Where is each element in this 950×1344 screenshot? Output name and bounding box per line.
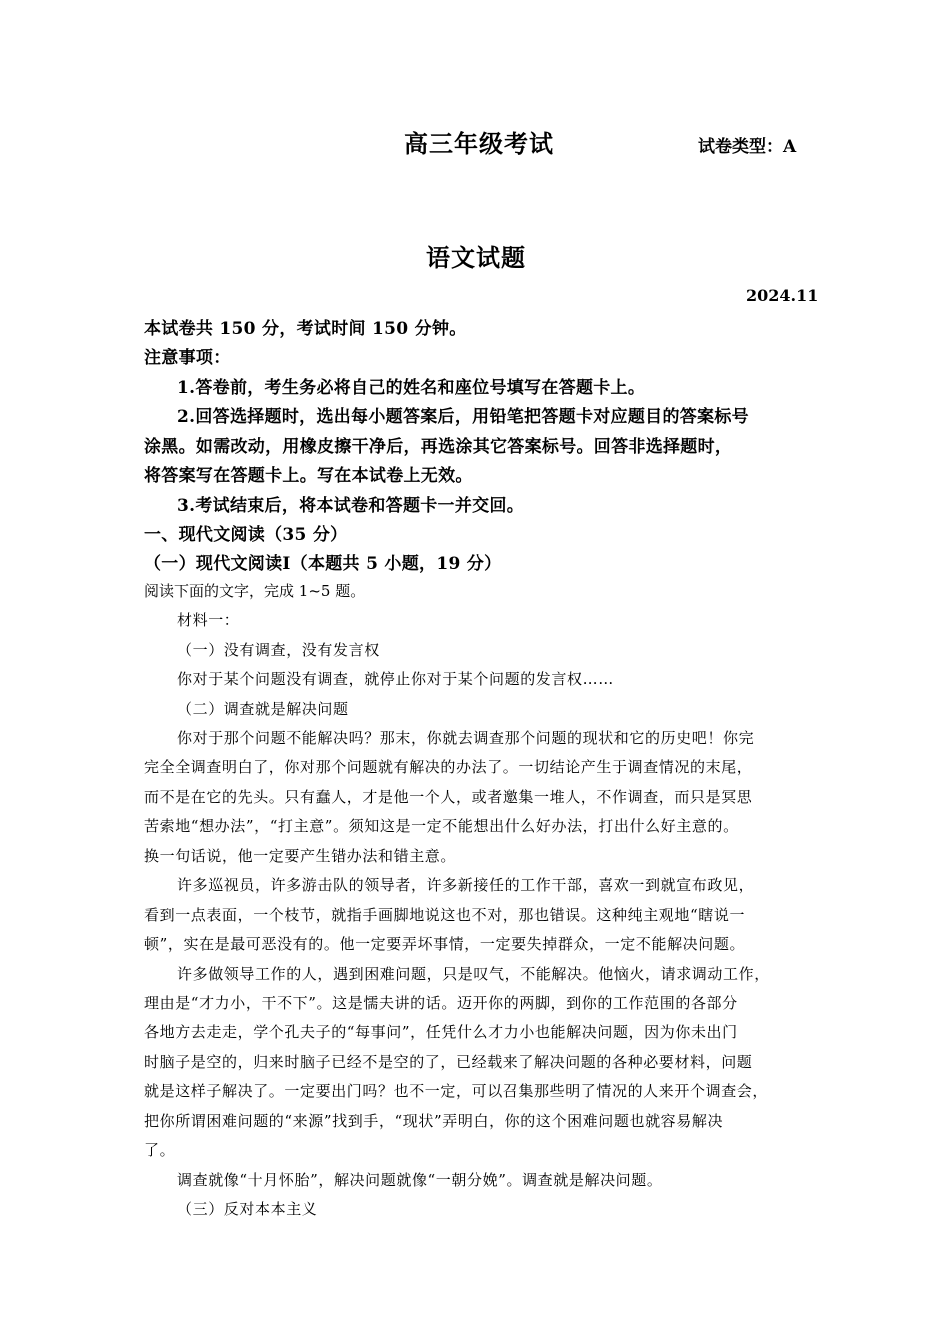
note-line: 1.答卷前，考生务必将自己的姓名和座位号填写在答题卡上。 — [177, 378, 646, 398]
subsection-heading: （一）现代文阅读Ⅰ（本题共 5 小题，19 分） — [144, 554, 502, 574]
score-time-line: 本试卷共 150 分，考试时间 150 分钟。 — [144, 319, 467, 339]
note-line: 2.回答选择题时，选出每小题答案后，用铅笔把答题卡对应题目的答案标号 — [177, 407, 749, 427]
passage-line: 苦索地“想办法”，“打主意”。须知这是一定不能想出什么好办法，打出什么好主意的。 — [144, 817, 739, 835]
note-line: 涂黑。如需改动，用橡皮擦干净后，再选涂其它答案标号。回答非选择题时， — [144, 437, 733, 457]
passage-line: 时脑子是空的，归来时脑子已经不是空的了，已经载来了解决问题的各种必要材料，问题 — [144, 1053, 753, 1071]
passage-line: 你对于某个问题没有调查，就停止你对于某个问题的发言权…… — [177, 670, 614, 688]
passage-line: 许多做领导工作的人，遇到困难问题，只是叹气，不能解决。他恼火，请求调动工作， — [177, 965, 770, 983]
passage-line: 把你所谓困难问题的“来源”找到手，“现状”弄明白，你的这个困难问题也就容易解决 — [144, 1112, 724, 1130]
exam-title: 高三年级考试 — [404, 129, 554, 158]
notes-heading: 注意事项： — [144, 348, 231, 368]
passage-line: 你对于那个问题不能解决吗？那末，你就去调查那个问题的现状和它的历史吧！你完 — [177, 729, 755, 747]
passage-line: 换一句话说，他一定要产生错办法和错主意。 — [144, 847, 457, 865]
passage-line: 了。 — [144, 1141, 176, 1159]
passage-line: 完全全调查明白了，你对那个问题就有解决的办法了。一切结论产生于调查情况的末尾， — [144, 758, 753, 776]
section-heading: 一、现代文阅读（35 分） — [144, 525, 348, 545]
reading-instruction: 阅读下面的文字，完成 1~5 题。 — [144, 582, 366, 600]
passage-line: 各地方去走走，学个孔夫子的“每事问”，任凭什么才力小也能解决问题，因为你未出门 — [144, 1023, 738, 1041]
passage-line: 就是这样子解决了。一定要出门吗？也不一定，可以召集那些明了情况的人来开个调查会， — [144, 1082, 769, 1100]
passage-line: 许多巡视员，许多游击队的领导者，许多新接任的工作干部，喜欢一到就宣布政见， — [177, 876, 755, 894]
passage-line: 而不是在它的先头。只有蠢人，才是他一个人，或者邀集一堆人，不作调查，而只是冥思 — [144, 788, 753, 806]
passage-line: 顿”，实在是最可恶没有的。他一定要弄坏事情，一定要失掉群众，一定不能解决问题。 — [144, 935, 746, 953]
passage-line: （三）反对本本主义 — [177, 1200, 318, 1218]
subject-title: 语文试题 — [426, 243, 526, 272]
passage-line: （一）没有调查，没有发言权 — [177, 641, 380, 659]
note-line: 将答案写在答题卡上。写在本试卷上无效。 — [144, 466, 473, 486]
paper-type-label: 试卷类型：A — [698, 137, 797, 157]
passage-line: 理由是“才力小，干不下”。这是懦夫讲的话。迈开你的两脚，到你的工作范围的各部分 — [144, 994, 738, 1012]
passage-line: （二）调查就是解决问题 — [177, 700, 349, 718]
note-line: 3.考试结束后，将本试卷和答题卡一并交回。 — [177, 496, 525, 516]
passage-line: 调查就像“十月怀胎”，解决问题就像“一朝分娩”。调查就是解决问题。 — [177, 1171, 663, 1189]
passage-line: 看到一点表面，一个枝节，就指手画脚地说这也不对，那也错误。这种纯主观地“瞎说一 — [144, 906, 746, 924]
exam-date: 2024.11 — [746, 286, 819, 305]
passage-line: 材料一： — [177, 611, 240, 629]
